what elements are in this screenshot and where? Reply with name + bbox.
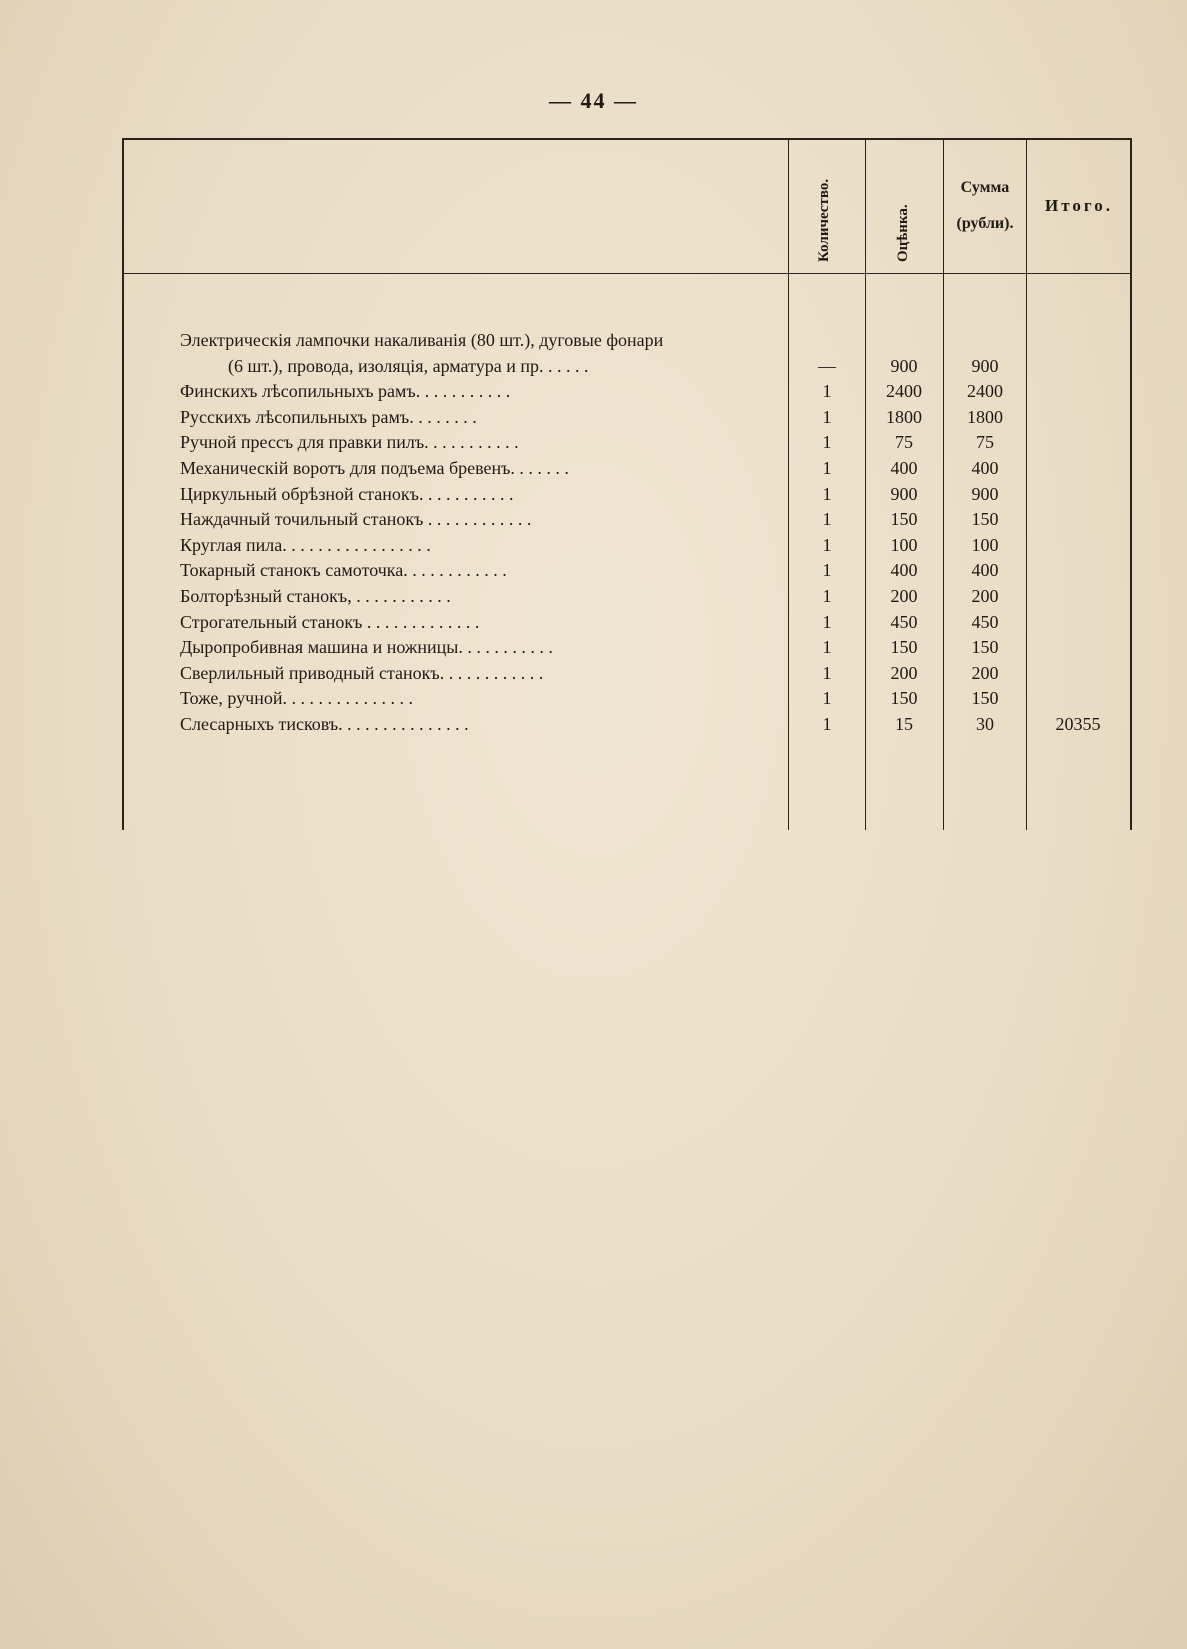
row-quantity: 1 bbox=[822, 432, 832, 453]
row-valuation: 75 bbox=[895, 432, 913, 453]
row-valuation: 150 bbox=[890, 688, 918, 709]
header-sum bbox=[945, 170, 1025, 242]
header-sum-line1: Сумма bbox=[960, 179, 1010, 196]
row-valuation: 1800 bbox=[886, 406, 922, 427]
row-valuation: 150 bbox=[890, 637, 918, 658]
table-row bbox=[0, 456, 1187, 481]
row-quantity: 1 bbox=[822, 586, 832, 606]
row-description: Механическій воротъ для подъема бревенъ. . . . . . . bbox=[180, 458, 569, 478]
row-valuation: 400 bbox=[890, 458, 918, 478]
row-sum: 400 bbox=[971, 458, 999, 478]
row-total: 20355 bbox=[1055, 714, 1101, 734]
row-description: Ручной прессъ для правки пилъ. . . . . . . . . . . bbox=[180, 432, 519, 453]
row-quantity: 1 bbox=[822, 560, 832, 581]
row-description: Дыропробивная машина и ножницы. . . . . . . . . . . bbox=[180, 637, 553, 658]
row-description: Наждачный точильный станокъ . . . . . . . . . . . . bbox=[180, 509, 532, 530]
row-valuation: 200 bbox=[890, 586, 918, 606]
table-row bbox=[0, 430, 1187, 455]
row-quantity: 1 bbox=[822, 534, 832, 555]
row-valuation: 15 bbox=[895, 714, 913, 734]
row-sum: 2400 bbox=[967, 381, 1003, 402]
table-row bbox=[0, 661, 1187, 686]
row-sum: 150 bbox=[971, 509, 999, 530]
row-quantity: 1 bbox=[822, 483, 832, 504]
row-sum: 150 bbox=[971, 688, 999, 709]
table-row bbox=[0, 507, 1187, 532]
row-description: Болторѣзный станокъ, . . . . . . . . . . . bbox=[180, 586, 451, 606]
row-valuation: 400 bbox=[890, 560, 918, 581]
row-sum: 400 bbox=[971, 560, 999, 581]
header-quantity: Количество. bbox=[816, 178, 832, 262]
row-sum: 30 bbox=[976, 714, 994, 734]
row-description: Тоже, ручной. . . . . . . . . . . . . . . bbox=[180, 688, 413, 709]
header-sum-line2: (рубли). bbox=[956, 215, 1014, 232]
table-row bbox=[0, 379, 1187, 404]
row-description: Слесарныхъ тисковъ. . . . . . . . . . . . . . . bbox=[180, 714, 469, 734]
row-quantity: 1 bbox=[822, 637, 832, 658]
row-quantity: 1 bbox=[822, 688, 832, 709]
row-sum: 150 bbox=[971, 637, 999, 658]
table-row bbox=[0, 558, 1187, 583]
row-valuation: 900 bbox=[890, 355, 918, 376]
row-description: Токарный станокъ самоточка. . . . . . . . . . . . bbox=[180, 560, 507, 581]
row-description: Сверлильный приводный станокъ. . . . . . . . . . . . bbox=[180, 662, 544, 683]
row-quantity: 1 bbox=[822, 458, 832, 478]
table-row bbox=[0, 584, 1187, 609]
table-row bbox=[0, 354, 1187, 379]
row-sum: 900 bbox=[971, 355, 999, 376]
table-row bbox=[0, 686, 1187, 711]
table-row bbox=[0, 533, 1187, 558]
row-quantity: 1 bbox=[822, 611, 832, 632]
table-row bbox=[0, 610, 1187, 635]
row-valuation: 900 bbox=[890, 483, 918, 504]
row-quantity: 1 bbox=[822, 509, 832, 530]
row-valuation: 100 bbox=[890, 534, 918, 555]
header-valuation: Оцѣнка. bbox=[895, 204, 911, 262]
row-description: Строгательный станокъ . . . . . . . . . . . . . bbox=[180, 611, 480, 632]
row-sum: 900 bbox=[971, 483, 999, 504]
row-sum: 1800 bbox=[967, 406, 1003, 427]
show-through-area bbox=[740, 232, 750, 242]
row-quantity: 1 bbox=[822, 406, 832, 427]
row-quantity: 1 bbox=[822, 662, 832, 683]
row-sum: 75 bbox=[976, 432, 994, 453]
row-description: Круглая пила. . . . . . . . . . . . . . . . . bbox=[180, 534, 431, 555]
table-row bbox=[0, 635, 1187, 660]
row-sum: 200 bbox=[971, 662, 999, 683]
row-description: Электрическія лампочки накаливанія (80 шт.), дуговые фонари bbox=[180, 330, 664, 350]
row-quantity: — bbox=[818, 355, 836, 376]
row-valuation: 150 bbox=[890, 509, 918, 530]
header-total: Итого. bbox=[1045, 196, 1113, 215]
table-row bbox=[0, 482, 1187, 507]
row-sum: 100 bbox=[971, 534, 999, 555]
table-top-rule bbox=[122, 138, 1132, 140]
row-description: Циркульный обрѣзной станокъ. . . . . . . . . . . bbox=[180, 483, 514, 504]
row-valuation: 450 bbox=[890, 611, 918, 632]
row-valuation: 2400 bbox=[886, 381, 922, 402]
row-sum: 200 bbox=[971, 586, 999, 606]
row-quantity: 1 bbox=[822, 381, 832, 402]
table-row bbox=[0, 405, 1187, 430]
row-description: Русскихъ лѣсопильныхъ рамъ. . . . . . . . bbox=[180, 406, 477, 427]
row-description: Финскихъ лѣсопильныхъ рамъ. . . . . . . . . . . bbox=[180, 381, 511, 402]
table-row bbox=[0, 712, 1187, 737]
row-sum: 450 bbox=[971, 611, 999, 632]
page-number: — 44 — bbox=[549, 88, 638, 113]
table-header-rule bbox=[122, 273, 1130, 274]
row-valuation: 200 bbox=[890, 662, 918, 683]
table-row bbox=[0, 328, 1187, 353]
row-quantity: 1 bbox=[822, 714, 832, 734]
row-description: (6 шт.), провода, изоляція, арматура и пр. . . . . . bbox=[228, 355, 589, 376]
